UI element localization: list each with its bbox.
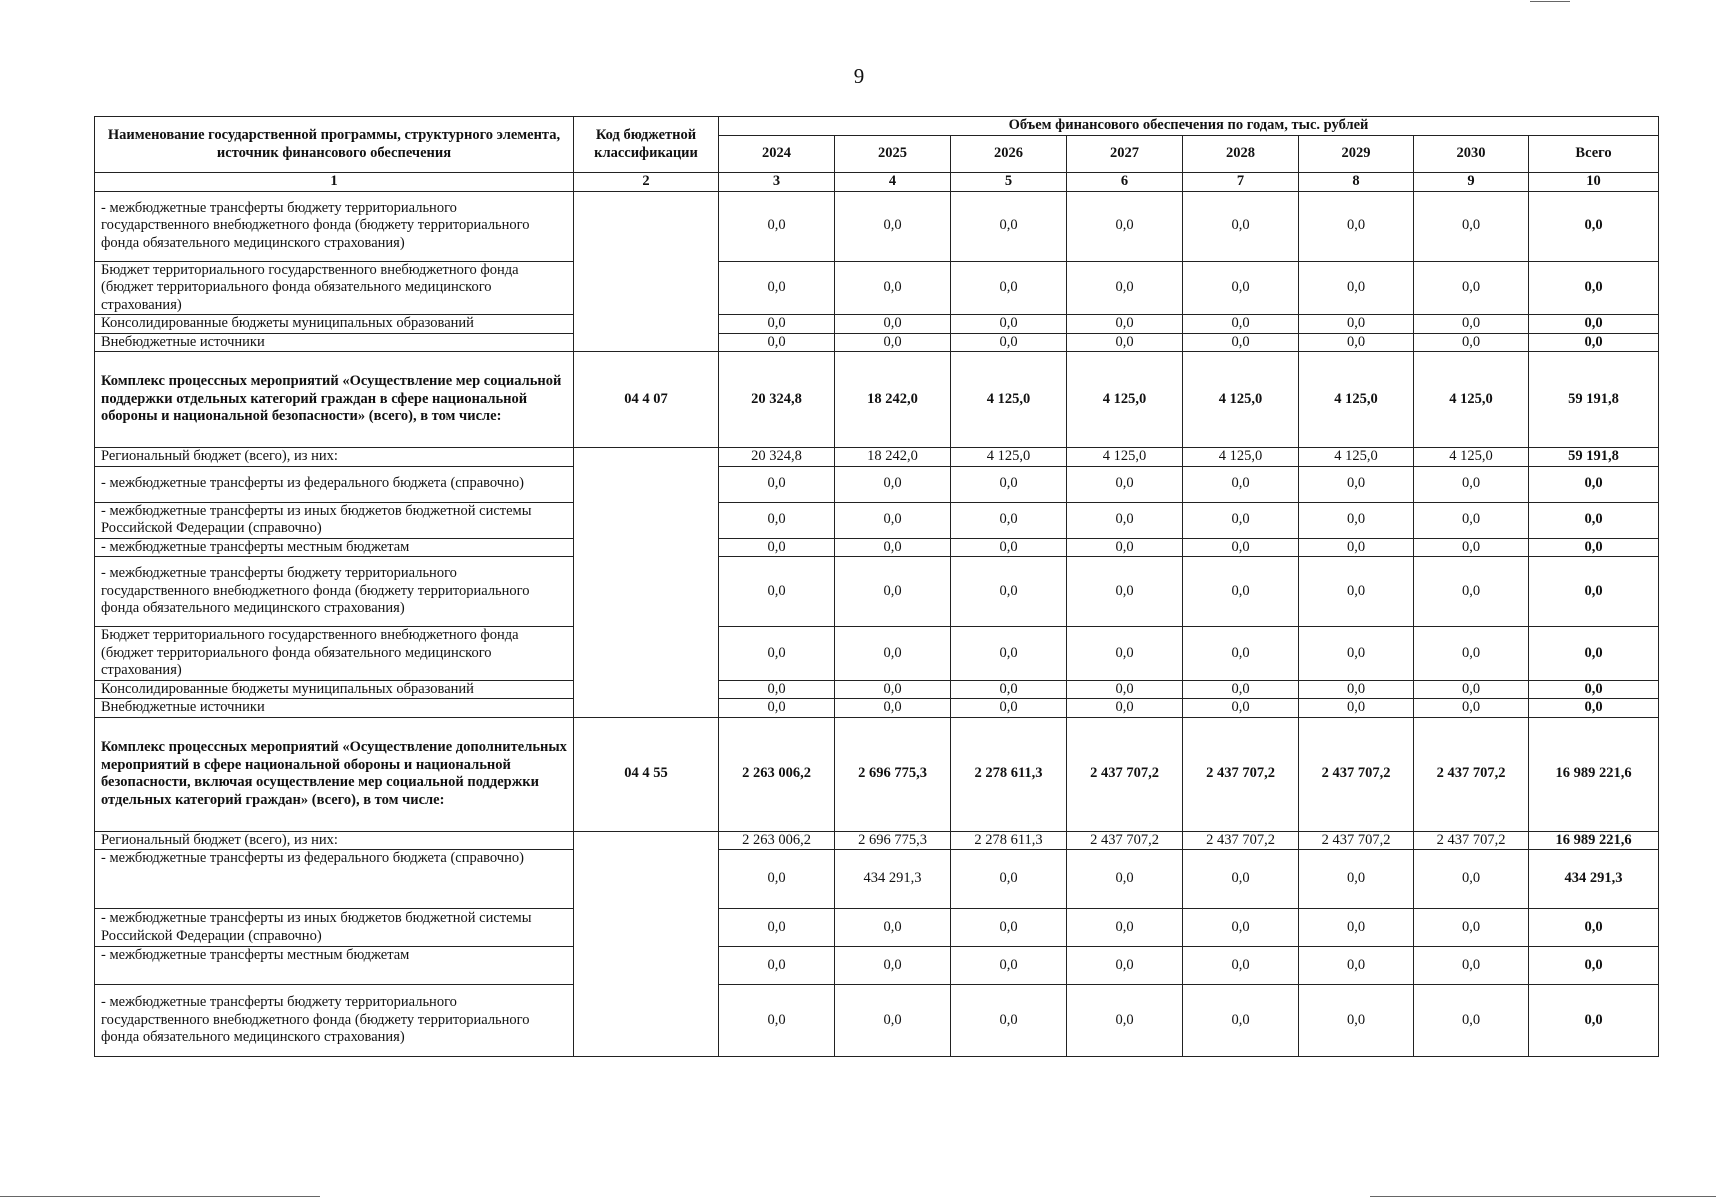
table-row	[95, 699, 1659, 718]
cell-value: 2 437 707,2	[1183, 831, 1299, 850]
cell-value: 0,0	[835, 985, 951, 1057]
cell-value: 0,0	[951, 557, 1067, 627]
row-name: - межбюджетные трансферты бюджету территориального государственного внебюджетного фонда (бюджету территориального фонда обязательного медицинского страхования)	[95, 557, 574, 627]
row-name: Внебюджетные источники	[95, 333, 574, 352]
row-name: Комплекс процессных мероприятий «Осуществление дополнительных мероприятий в сфере национальной обороны и национальной безопасности, включая осуществление мер социальной поддержки отдельных категорий граждан» (всего), в том числе:	[95, 717, 574, 831]
cell-value: 0,0	[951, 261, 1067, 315]
cell-total: 0,0	[1529, 557, 1659, 627]
cell-value: 0,0	[719, 680, 835, 699]
cell-value: 4 125,0	[1414, 448, 1529, 467]
cell-value: 0,0	[1183, 850, 1299, 909]
cell-value: 0,0	[1067, 627, 1183, 681]
cell-value: 0,0	[951, 627, 1067, 681]
cell-total: 0,0	[1529, 909, 1659, 947]
cell-value: 0,0	[1299, 466, 1414, 502]
cell-value: 0,0	[835, 502, 951, 538]
cell-value: 18 242,0	[835, 352, 951, 448]
cell-value: 0,0	[1183, 261, 1299, 315]
table-row	[95, 466, 1659, 502]
row-name: - межбюджетные трансферты местным бюджетам	[95, 538, 574, 557]
cell-value: 0,0	[719, 538, 835, 557]
cell-value: 0,0	[835, 909, 951, 947]
cell-value: 0,0	[1414, 699, 1529, 718]
cell-value: 2 696 775,3	[835, 831, 951, 850]
cell-value: 0,0	[719, 627, 835, 681]
cell-value: 2 437 707,2	[1414, 831, 1529, 850]
cell-value: 18 242,0	[835, 448, 951, 467]
cell-value: 0,0	[1067, 985, 1183, 1057]
table-row	[95, 448, 1659, 467]
cell-value: 0,0	[1299, 502, 1414, 538]
table-row	[95, 333, 1659, 352]
row-name: Консолидированные бюджеты муниципальных образований	[95, 315, 574, 334]
header-year: 2025	[835, 136, 951, 173]
cell-total: 434 291,3	[1529, 850, 1659, 909]
table-row	[95, 680, 1659, 699]
cell-value: 0,0	[1414, 985, 1529, 1057]
cell-value: 0,0	[1414, 680, 1529, 699]
cell-value: 2 278 611,3	[951, 717, 1067, 831]
row-name: - межбюджетные трансферты из федерального бюджета (справочно)	[95, 466, 574, 502]
row-name: - межбюджетные трансферты из федерального бюджета (справочно)	[95, 850, 574, 909]
cell-total: 0,0	[1529, 699, 1659, 718]
column-number: 3	[719, 173, 835, 192]
cell-value: 0,0	[719, 985, 835, 1057]
cell-total: 0,0	[1529, 315, 1659, 334]
cell-value: 4 125,0	[1067, 448, 1183, 467]
cell-value: 0,0	[835, 947, 951, 985]
cell-value: 0,0	[719, 315, 835, 334]
cell-value: 0,0	[1067, 191, 1183, 261]
cell-value: 0,0	[1299, 333, 1414, 352]
cell-value: 0,0	[1183, 502, 1299, 538]
table-row	[95, 557, 1659, 627]
cell-value: 0,0	[1299, 538, 1414, 557]
cell-value: 20 324,8	[719, 352, 835, 448]
cell-value: 0,0	[1067, 947, 1183, 985]
cell-value: 0,0	[719, 502, 835, 538]
row-code	[574, 831, 719, 1057]
header-volume: Объем финансового обеспечения по годам, тыс. рублей	[719, 117, 1659, 136]
cell-value: 0,0	[1414, 466, 1529, 502]
cell-total: 0,0	[1529, 333, 1659, 352]
cell-value: 0,0	[951, 850, 1067, 909]
header-name: Наименование государственной программы, структурного элемента, источник финансового обеспечения	[95, 117, 574, 173]
cell-value: 0,0	[1183, 315, 1299, 334]
cell-value: 0,0	[951, 502, 1067, 538]
row-name: Внебюджетные источники	[95, 699, 574, 718]
cell-value: 0,0	[1183, 191, 1299, 261]
cell-value: 2 437 707,2	[1067, 717, 1183, 831]
cell-value: 0,0	[951, 538, 1067, 557]
cell-value: 0,0	[835, 191, 951, 261]
column-number: 9	[1414, 173, 1529, 192]
cell-value: 2 263 006,2	[719, 831, 835, 850]
cell-value: 0,0	[719, 947, 835, 985]
row-code: 04 4 55	[574, 717, 719, 831]
table-row	[95, 850, 1659, 909]
cell-value: 20 324,8	[719, 448, 835, 467]
cell-value: 0,0	[1414, 557, 1529, 627]
program-row	[95, 717, 1659, 831]
cell-value: 0,0	[951, 909, 1067, 947]
row-name: - межбюджетные трансферты из иных бюджетов бюджетной системы Российской Федерации (справочно)	[95, 502, 574, 538]
cell-value: 0,0	[951, 333, 1067, 352]
cell-total: 0,0	[1529, 191, 1659, 261]
cell-value: 0,0	[719, 191, 835, 261]
cell-value: 0,0	[1414, 315, 1529, 334]
cell-value: 0,0	[951, 191, 1067, 261]
cell-value: 0,0	[719, 699, 835, 718]
cell-total: 0,0	[1529, 985, 1659, 1057]
header-year: 2029	[1299, 136, 1414, 173]
cell-value: 0,0	[1414, 333, 1529, 352]
cell-value: 0,0	[951, 699, 1067, 718]
row-name: Региональный бюджет (всего), из них:	[95, 831, 574, 850]
cell-value: 0,0	[951, 680, 1067, 699]
scan-artifact	[1370, 1196, 1716, 1197]
row-name: - межбюджетные трансферты бюджету территориального государственного внебюджетного фонда (бюджету территориального фонда обязательного медицинского страхования)	[95, 191, 574, 261]
cell-value: 0,0	[1299, 947, 1414, 985]
cell-value: 0,0	[1067, 538, 1183, 557]
cell-total: 0,0	[1529, 466, 1659, 502]
cell-value: 0,0	[719, 466, 835, 502]
cell-value: 0,0	[1299, 985, 1414, 1057]
page-number: 9	[853, 64, 865, 88]
cell-total: 0,0	[1529, 538, 1659, 557]
cell-total: 0,0	[1529, 680, 1659, 699]
scan-artifact	[1530, 1, 1570, 2]
cell-value: 2 437 707,2	[1299, 717, 1414, 831]
cell-total: 59 191,8	[1529, 352, 1659, 448]
cell-value: 0,0	[719, 261, 835, 315]
column-number: 7	[1183, 173, 1299, 192]
cell-value: 0,0	[1414, 538, 1529, 557]
row-name: - межбюджетные трансферты местным бюджетам	[95, 947, 574, 985]
header-year: 2030	[1414, 136, 1529, 173]
cell-value: 0,0	[1414, 502, 1529, 538]
column-number: 1	[95, 173, 574, 192]
row-name: Региональный бюджет (всего), из них:	[95, 448, 574, 467]
column-number: 10	[1529, 173, 1659, 192]
cell-value: 0,0	[1299, 850, 1414, 909]
row-name: Бюджет территориального государственного внебюджетного фонда (бюджет территориального фонда обязательного медицинского страхования)	[95, 261, 574, 315]
cell-value: 0,0	[835, 261, 951, 315]
cell-value: 0,0	[1067, 502, 1183, 538]
table-row	[95, 947, 1659, 985]
cell-value: 0,0	[951, 466, 1067, 502]
row-code	[574, 191, 719, 352]
cell-value: 0,0	[1183, 985, 1299, 1057]
row-name: Консолидированные бюджеты муниципальных образований	[95, 680, 574, 699]
cell-value: 2 437 707,2	[1299, 831, 1414, 850]
table-row	[95, 538, 1659, 557]
cell-value: 4 125,0	[951, 352, 1067, 448]
cell-value: 0,0	[1299, 557, 1414, 627]
cell-value: 0,0	[1067, 333, 1183, 352]
cell-value: 2 437 707,2	[1067, 831, 1183, 850]
header-year: 2026	[951, 136, 1067, 173]
cell-value: 4 125,0	[1299, 448, 1414, 467]
cell-value: 4 125,0	[1183, 448, 1299, 467]
table-row	[95, 261, 1659, 315]
cell-value: 0,0	[1067, 680, 1183, 699]
cell-value: 0,0	[1183, 557, 1299, 627]
cell-value: 4 125,0	[1183, 352, 1299, 448]
cell-total: 0,0	[1529, 947, 1659, 985]
cell-value: 0,0	[1414, 909, 1529, 947]
cell-value: 0,0	[1183, 947, 1299, 985]
cell-total: 0,0	[1529, 502, 1659, 538]
row-name: - межбюджетные трансферты из иных бюджетов бюджетной системы Российской Федерации (справочно)	[95, 909, 574, 947]
column-number: 4	[835, 173, 951, 192]
cell-value: 0,0	[1183, 333, 1299, 352]
financing-table	[94, 116, 1659, 1057]
cell-total: 0,0	[1529, 627, 1659, 681]
cell-value: 0,0	[1067, 261, 1183, 315]
cell-value: 0,0	[951, 985, 1067, 1057]
row-name: - межбюджетные трансферты бюджету территориального государственного внебюджетного фонда (бюджету территориального фонда обязательного медицинского страхования)	[95, 985, 574, 1057]
column-number: 6	[1067, 173, 1183, 192]
cell-value: 0,0	[951, 947, 1067, 985]
header-year: 2024	[719, 136, 835, 173]
cell-value: 0,0	[951, 315, 1067, 334]
cell-value: 0,0	[1183, 466, 1299, 502]
table-row	[95, 627, 1659, 681]
cell-value: 0,0	[1067, 466, 1183, 502]
cell-value: 2 263 006,2	[719, 717, 835, 831]
cell-value: 0,0	[1183, 699, 1299, 718]
cell-value: 0,0	[1299, 680, 1414, 699]
column-number: 5	[951, 173, 1067, 192]
cell-total: 16 989 221,6	[1529, 831, 1659, 850]
cell-value: 0,0	[1067, 909, 1183, 947]
cell-value: 0,0	[835, 699, 951, 718]
cell-value: 2 696 775,3	[835, 717, 951, 831]
cell-value: 0,0	[1299, 315, 1414, 334]
table-row	[95, 191, 1659, 261]
cell-value: 0,0	[1067, 315, 1183, 334]
cell-value: 0,0	[1183, 538, 1299, 557]
cell-value: 0,0	[719, 557, 835, 627]
cell-value: 0,0	[1414, 261, 1529, 315]
cell-value: 0,0	[719, 333, 835, 352]
cell-value: 0,0	[1183, 627, 1299, 681]
cell-value: 2 437 707,2	[1414, 717, 1529, 831]
cell-value: 0,0	[1183, 680, 1299, 699]
cell-value: 4 125,0	[1414, 352, 1529, 448]
table-row	[95, 831, 1659, 850]
cell-value: 0,0	[1299, 261, 1414, 315]
cell-value: 0,0	[1299, 627, 1414, 681]
cell-value: 4 125,0	[1299, 352, 1414, 448]
cell-total: 0,0	[1529, 261, 1659, 315]
cell-value: 0,0	[1183, 909, 1299, 947]
cell-value: 0,0	[1414, 191, 1529, 261]
cell-value: 0,0	[1067, 850, 1183, 909]
cell-value: 0,0	[1299, 699, 1414, 718]
cell-value: 0,0	[1067, 699, 1183, 718]
cell-value: 0,0	[835, 680, 951, 699]
cell-total: 59 191,8	[1529, 448, 1659, 467]
cell-value: 0,0	[835, 333, 951, 352]
cell-value: 0,0	[1299, 909, 1414, 947]
cell-value: 0,0	[1067, 557, 1183, 627]
row-code: 04 4 07	[574, 352, 719, 448]
column-number: 2	[574, 173, 719, 192]
cell-value: 0,0	[1414, 627, 1529, 681]
cell-value: 0,0	[835, 538, 951, 557]
cell-value: 0,0	[1414, 850, 1529, 909]
row-code	[574, 448, 719, 718]
column-number: 8	[1299, 173, 1414, 192]
cell-value: 0,0	[1414, 947, 1529, 985]
cell-value: 0,0	[835, 315, 951, 334]
table-row	[95, 315, 1659, 334]
header-year: 2027	[1067, 136, 1183, 173]
cell-value: 0,0	[835, 627, 951, 681]
table-row	[95, 985, 1659, 1057]
cell-value: 0,0	[835, 466, 951, 502]
header-code: Код бюджетной классификации	[574, 117, 719, 173]
cell-value: 0,0	[719, 850, 835, 909]
cell-value: 0,0	[835, 557, 951, 627]
cell-value: 2 278 611,3	[951, 831, 1067, 850]
table-row	[95, 909, 1659, 947]
cell-value: 434 291,3	[835, 850, 951, 909]
row-name: Комплекс процессных мероприятий «Осуществление мер социальной поддержки отдельных категорий граждан в сфере национальной обороны и национальной безопасности» (всего), в том числе:	[95, 352, 574, 448]
table-row	[95, 502, 1659, 538]
cell-total: 16 989 221,6	[1529, 717, 1659, 831]
row-name: Бюджет территориального государственного внебюджетного фонда (бюджет территориального фонда обязательного медицинского страхования)	[95, 627, 574, 681]
scan-artifact	[0, 1196, 320, 1197]
header-total: Всего	[1529, 136, 1659, 173]
cell-value: 0,0	[1299, 191, 1414, 261]
header-year: 2028	[1183, 136, 1299, 173]
cell-value: 4 125,0	[951, 448, 1067, 467]
cell-value: 4 125,0	[1067, 352, 1183, 448]
cell-value: 2 437 707,2	[1183, 717, 1299, 831]
program-row	[95, 352, 1659, 448]
cell-value: 0,0	[719, 909, 835, 947]
